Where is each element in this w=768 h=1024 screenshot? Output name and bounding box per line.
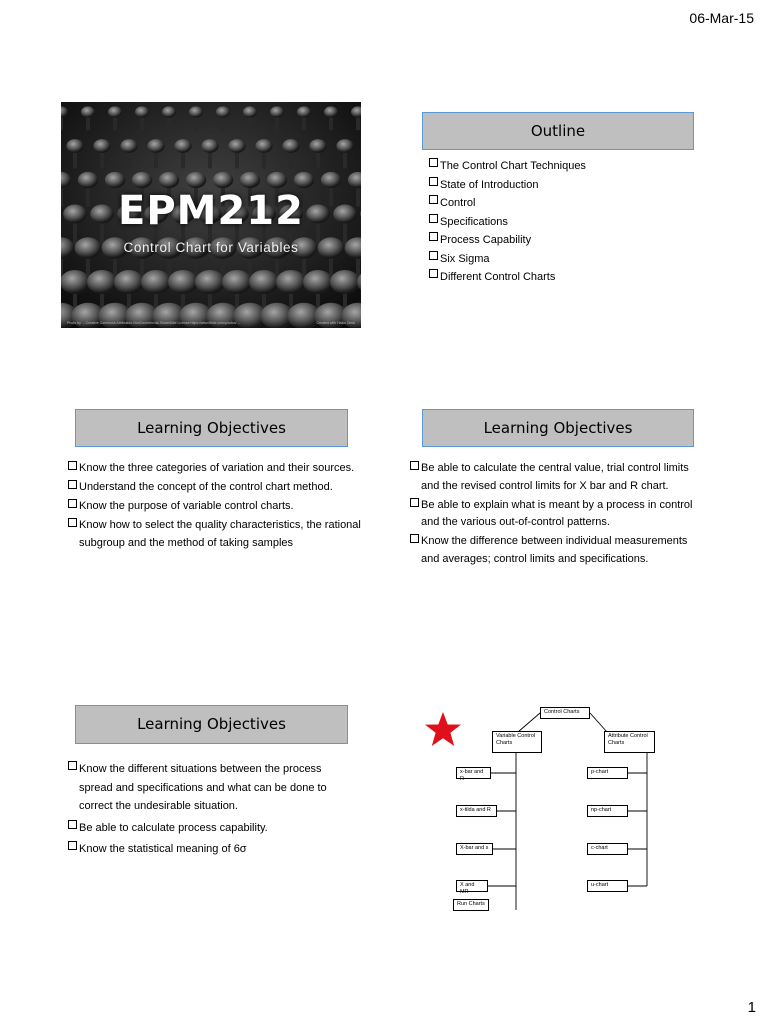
objective-item bbox=[410, 533, 708, 568]
checkbox-bullet-icon bbox=[429, 232, 438, 241]
list-item-text: Control bbox=[440, 197, 476, 209]
checkbox-bullet-icon bbox=[429, 214, 438, 223]
list-item-text: Know the three categories of variation and their sources. bbox=[79, 462, 355, 474]
outline-heading: Outline bbox=[422, 112, 694, 150]
objective-item bbox=[68, 460, 364, 478]
list-item-text: Know the different situations between the process spread and specifications and what can be done to correct the undesirable situation. bbox=[79, 763, 327, 812]
checkbox-bullet-icon bbox=[429, 158, 438, 167]
list-item-text: Know how to select the quality characteristics, the rational subgroup and the method of taking samples bbox=[79, 519, 361, 549]
objective-item bbox=[68, 517, 364, 552]
attribute-control-charts-node: Attribute Control Charts bbox=[604, 731, 655, 753]
list-item-text: Understand the concept of the control chart method. bbox=[79, 481, 333, 493]
objective-item bbox=[410, 460, 708, 495]
checkbox-bullet-icon bbox=[68, 761, 77, 770]
slide-date: 06-Mar-15 bbox=[689, 10, 754, 26]
list-item-text: Six Sigma bbox=[440, 252, 490, 265]
list-item-text: Be able to calculate the central value, trial control limits and the revised control limits for X bar and R chart. bbox=[421, 462, 689, 492]
outline-item bbox=[429, 176, 699, 195]
list-item-text: State of Introduction bbox=[440, 178, 539, 191]
checkbox-bullet-icon bbox=[68, 518, 77, 527]
checkbox-bullet-icon bbox=[410, 498, 419, 507]
outline-item bbox=[429, 268, 699, 287]
objective-item bbox=[68, 479, 364, 497]
control-charts-node: Control Charts bbox=[540, 707, 590, 719]
list-item-text: Process Capability bbox=[440, 234, 532, 246]
outline-item bbox=[429, 250, 699, 269]
learning-objectives-heading-2: Learning Objectives bbox=[422, 409, 694, 447]
checkbox-bullet-icon bbox=[429, 195, 438, 204]
checkbox-bullet-icon bbox=[68, 820, 77, 829]
page-number: 1 bbox=[747, 999, 756, 1016]
created-with-credit: Created with Haiku Deck bbox=[316, 321, 355, 325]
xtilda-r-node: x-tilda and R bbox=[456, 805, 497, 817]
list-item-text: The Control Chart Techniques bbox=[440, 160, 586, 172]
objective-item bbox=[68, 840, 358, 859]
learning-objectives-heading-1: Learning Objectives bbox=[75, 409, 348, 447]
outline-item bbox=[429, 213, 699, 232]
run-charts-node: Run Charts bbox=[453, 899, 489, 911]
objective-item bbox=[410, 497, 708, 532]
objective-item bbox=[68, 498, 364, 516]
learning-objectives-list-2 bbox=[410, 460, 708, 570]
star-icon bbox=[423, 710, 463, 750]
np-chart-node: np-chart bbox=[587, 805, 628, 817]
photo-credit: Photo by ... Creative Commons Attribution-NonCommercial-ShareAlike License https://www.flickr.com/photos/ ... bbox=[67, 321, 241, 325]
list-item-text: Know the statistical meaning of 6σ bbox=[79, 843, 247, 855]
checkbox-bullet-icon bbox=[68, 480, 77, 489]
outline-item bbox=[429, 231, 699, 250]
presentation-subtitle: Control Chart for Variables bbox=[123, 240, 299, 255]
list-item-text: Be able to calculate process capability. bbox=[79, 821, 268, 834]
learning-objectives-list-3 bbox=[68, 760, 358, 862]
list-item-text: Be able to explain what is meant by a process in control and the various out-of-control patterns. bbox=[421, 498, 693, 528]
checkbox-bullet-icon bbox=[68, 499, 77, 508]
outline-item bbox=[429, 157, 699, 176]
learning-objectives-heading-3: Learning Objectives bbox=[75, 705, 348, 744]
learning-objectives-list-1 bbox=[68, 460, 364, 554]
p-chart-node: p-chart bbox=[587, 767, 628, 779]
outline-item bbox=[429, 194, 699, 213]
c-chart-node: c-chart bbox=[587, 843, 628, 855]
list-item-text: Specifications bbox=[440, 215, 508, 228]
title-slide-thumbnail bbox=[61, 102, 361, 328]
checkbox-bullet-icon bbox=[410, 534, 419, 543]
checkbox-bullet-icon bbox=[429, 251, 438, 260]
u-chart-node: u-chart bbox=[587, 880, 628, 892]
list-item-text: Know the difference between individual measurements and averages; control limits and specifications. bbox=[421, 535, 688, 565]
checkbox-bullet-icon bbox=[68, 841, 77, 850]
checkbox-bullet-icon bbox=[410, 461, 419, 470]
objective-item bbox=[68, 819, 358, 838]
presentation-title: EPM212 bbox=[118, 188, 304, 234]
outline-list bbox=[429, 157, 699, 287]
list-item-text: Know the purpose of variable control charts. bbox=[79, 500, 294, 512]
checkbox-bullet-icon bbox=[429, 269, 438, 278]
variable-control-charts-node: Variable Control Charts bbox=[492, 731, 542, 753]
list-item-text: Different Control Charts bbox=[440, 271, 556, 283]
checkbox-bullet-icon bbox=[68, 461, 77, 470]
xbar-s-node: X-bar and s bbox=[456, 843, 493, 855]
checkbox-bullet-icon bbox=[429, 177, 438, 186]
x-mr-node: X and MR bbox=[456, 880, 488, 892]
xbar-r-node: x-bar and R bbox=[456, 767, 491, 779]
objective-item bbox=[68, 760, 358, 816]
